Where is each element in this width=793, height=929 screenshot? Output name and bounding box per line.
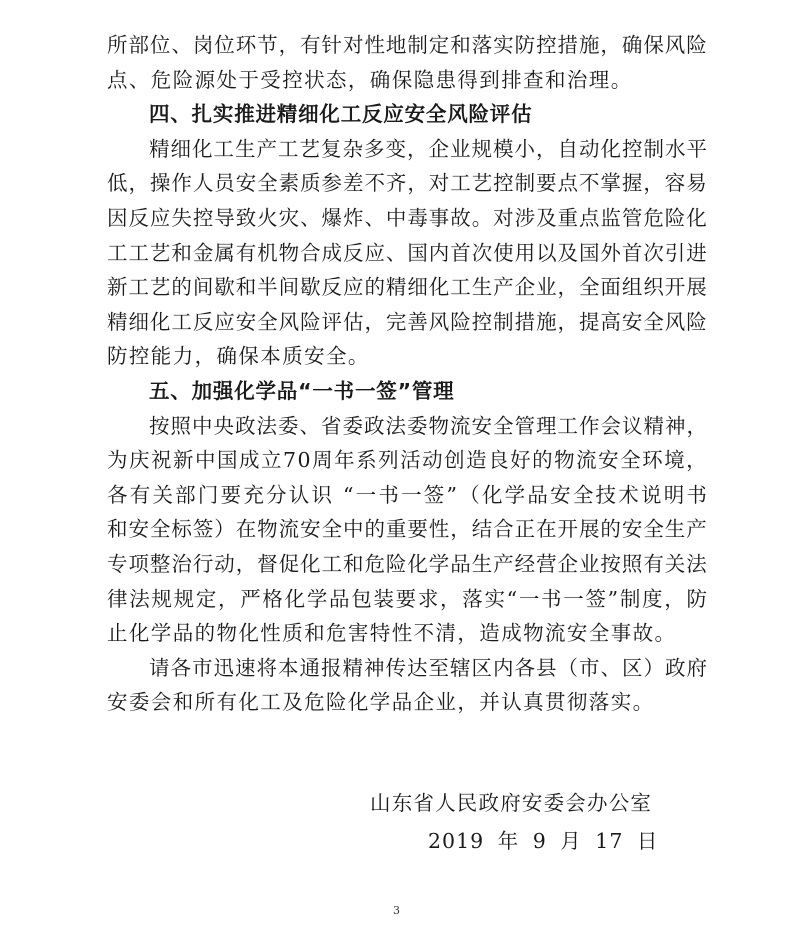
paragraph-line: 工 工 艺 和 金 属 有 机 物 合 成 反 应 、 国 内 首 次 使 用 以 及 国 外 首 次 引 进 [107, 240, 707, 265]
paragraph-line: 止化学品的物化性质和危害特性不清，造成物流安全事故。 [107, 621, 677, 646]
paragraph-line: 请 各 市 迅 速 将 本 通 报 精 神 传 达 至 辖 区 内 各 县 （ 市 、 区 ） 政 府 [149, 655, 707, 680]
paragraph-line: 新 工 艺 的 间 歇 和 半 间 歇 反 应 的 精 细 化 工 生 产 企 业 ， 全 面 组 织 开 展 [107, 275, 707, 300]
issuer-signature: 山东省人民政府安委会办公室 [370, 791, 653, 815]
paragraph-line: 所 部 位 、 岗 位 环 节 ， 有 针 对 性 地 制 定 和 落 实 防 控 措 施 ， 确 保 风 险 [107, 33, 707, 57]
paragraph-line: 安委会和所有化工及危险化学品企业，并认真贯彻落实。 [107, 690, 655, 715]
paragraph-line: 因 反 应 失 控 导 致 火 灾 、 爆 炸 、 中 毒 事 故 。 对 涉 及 重 点 监 管 危 险 化 [107, 205, 707, 230]
paragraph-line: 专 项 整 治 行 动 ， 督 促 化 工 和 危 险 化 学 品 生 产 经 营 企 业 按 照 有 关 法 [107, 551, 707, 576]
document-body [107, 28, 707, 720]
paragraph-line: 为 庆 祝 新 中 国 成 立 7 0 周 年 系 列 活 动 创 造 良 好 的 物 流 安 全 环 境 ， [107, 448, 707, 473]
issue-date: 2019 年 9 月 17 日 [428, 829, 659, 853]
paragraph-line: 精 细 化 工 生 产 工 艺 复 杂 多 变 ， 企 业 规 模 小 ， 自 动 化 控 制 水 平 [149, 136, 707, 161]
paragraph-line: 精 细 化 工 反 应 安 全 风 险 评 估 ， 完 善 风 险 控 制 措 施 ， 提 高 安 全 风 险 [107, 309, 707, 334]
section-heading-5: 五、加强化学品“一书一签”管理 [149, 378, 455, 403]
paragraph-line: 防控能力，确保本质安全。 [107, 344, 370, 369]
paragraph-line: 低 ， 操 作 人 员 安 全 素 质 参 差 不 齐 ， 对 工 艺 控 制 要 点 不 掌 握 ， 容 易 [107, 171, 707, 196]
paragraph-line: 点、危险源处于受控状态，确保隐患得到排查和治理。 [107, 67, 633, 92]
paragraph-line: 和 安 全 标 签 ） 在 物 流 安 全 中 的 重 要 性 ， 结 合 正 在 开 展 的 安 全 生 产 [107, 517, 707, 542]
section-heading-4: 四、扎实推进精细化工反应安全风险评估 [149, 102, 533, 127]
paragraph-line: 律 法 规 规 定 ， 严 格 化 学 品 包 装 要 求 ， 落 实 “ 一 书 一 签 ” 制 度 ， 防 [107, 586, 707, 611]
page-number: 3 [393, 904, 400, 917]
paragraph-line: 按 照 中 央 政 法 委 、 省 委 政 法 委 物 流 安 全 管 理 工 作 会 议 精 神 ， [149, 413, 707, 438]
paragraph-line: 各 有 关 部 门 要 充 分 认 识 “ 一 书 一 签 ” （ 化 学 品 安 全 技 术 说 明 书 [107, 482, 707, 507]
